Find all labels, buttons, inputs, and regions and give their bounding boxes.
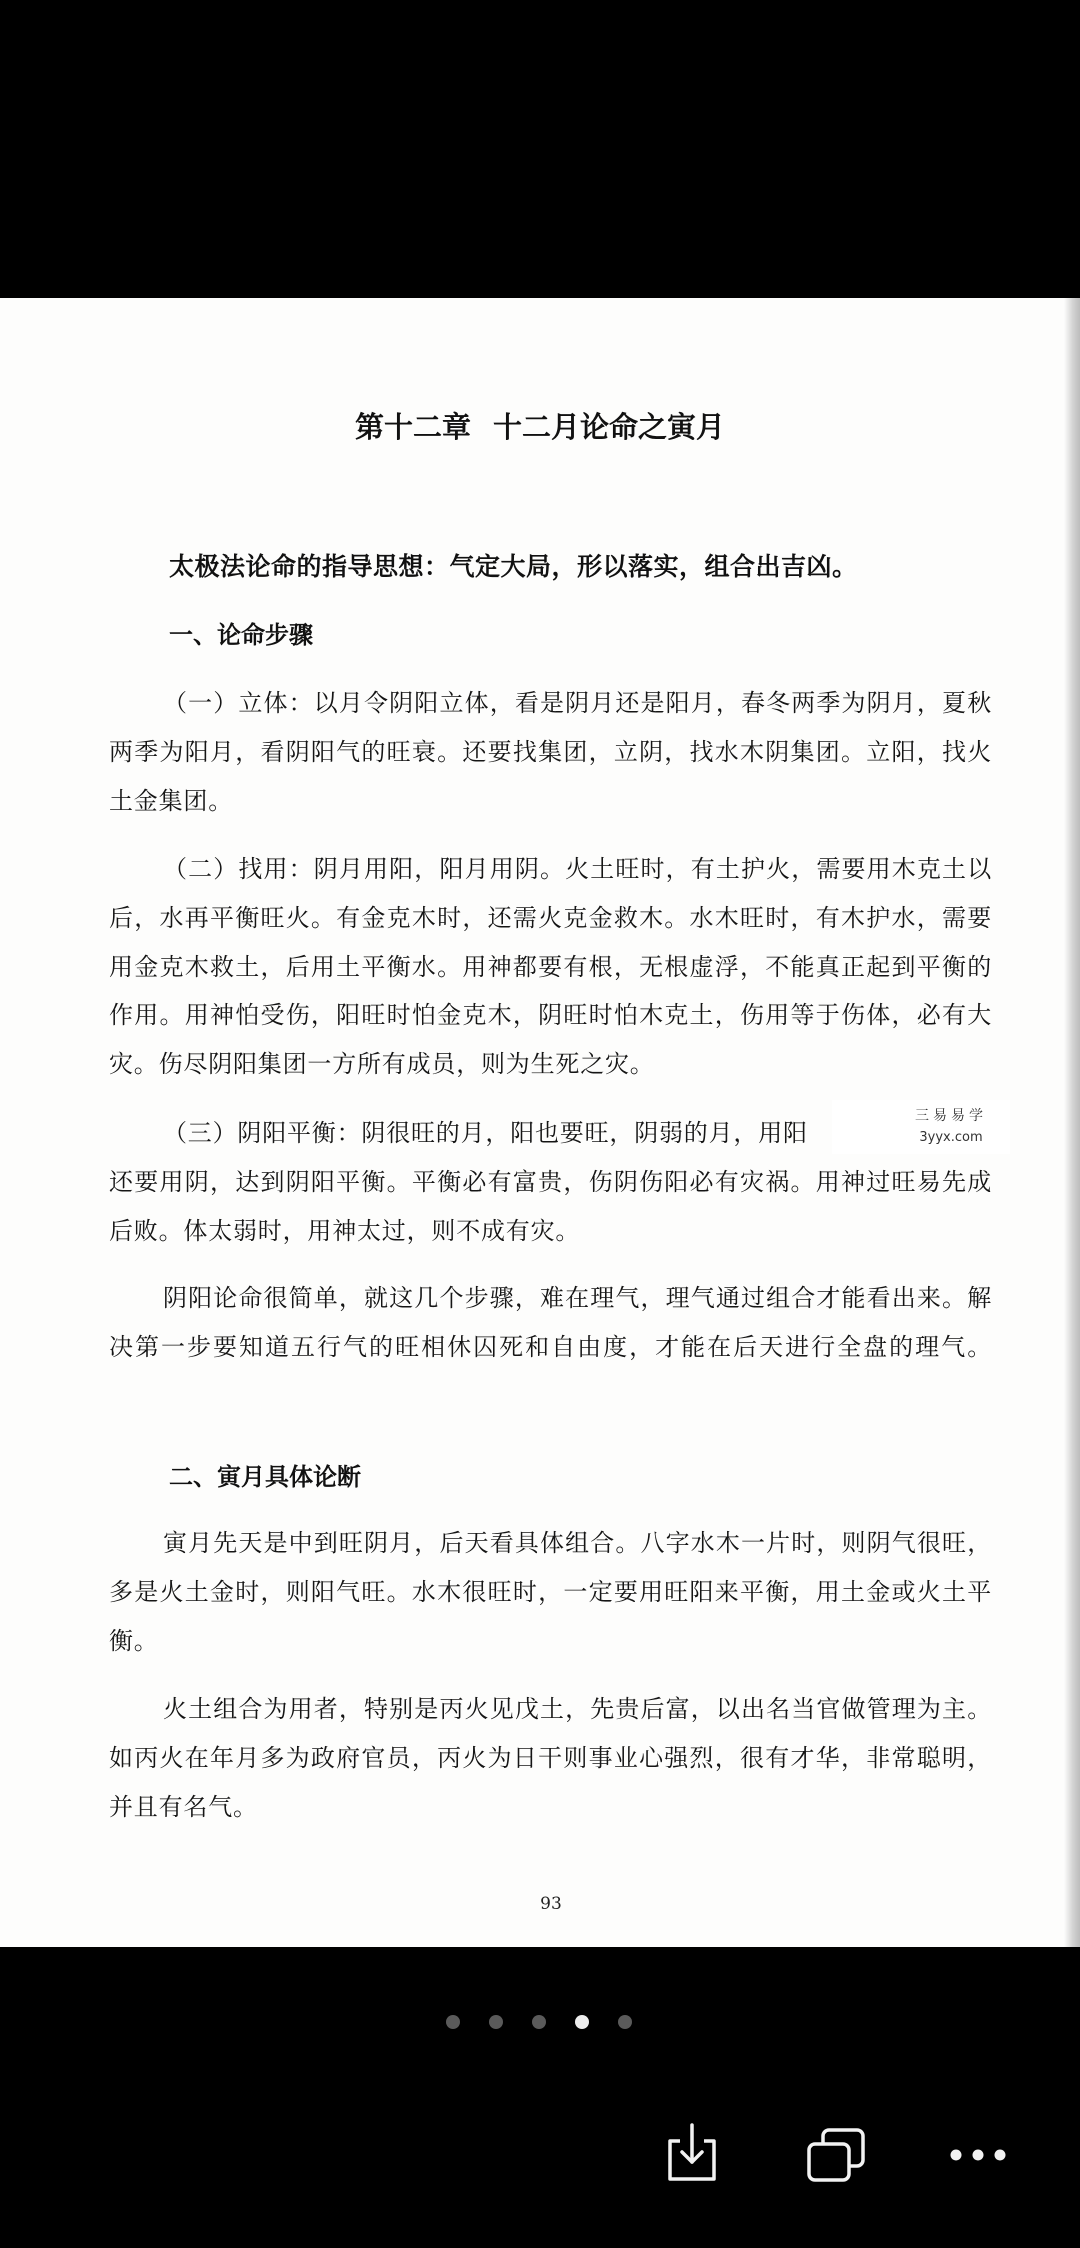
multi-window-button[interactable]: [806, 2127, 866, 2183]
text-line: 如丙火在年月多为政府官员，丙火为日干则事业心强烈，很有才华，非常聪明，: [109, 1743, 992, 1772]
text-line: 决第一步要知道五行气的旺相休囚死和自由度，才能在后天进行全盘的理气。: [109, 1332, 992, 1361]
text-line: （一）立体：以月令阴阳立体，看是阴月还是阳月，春冬两季为阴月，夏秋: [163, 689, 992, 717]
text-line: 衡。: [109, 1626, 159, 1655]
page-dot: [489, 2015, 503, 2029]
section-heading-2: 二、寅月具体论断: [169, 1463, 361, 1491]
page-indicator: [446, 2015, 632, 2029]
text-line: 后，水再平衡旺火。有金克木时，还需火克金救木。水木旺时，有木护水，需要: [109, 903, 992, 932]
text-line: 灾。伤尽阴阳集团一方所有成员，则为生死之灾。: [109, 1050, 655, 1079]
more-button[interactable]: [948, 2145, 1008, 2165]
paragraph-4: [109, 1274, 992, 1372]
text-line: 并且有名气。: [109, 1792, 258, 1821]
more-icon: [948, 2145, 1008, 2165]
watermark-name: 三易易学: [915, 1108, 987, 1124]
text-line: 作用。用神怕受伤，阳旺时怕金克木，阴旺时怕木克土，伤用等于伤体，必有大: [109, 1001, 992, 1030]
download-button[interactable]: [667, 2122, 717, 2182]
text-line: （二）找用：阴月用阳，阳月用阴。火土旺时，有土护火，需要用木克土以: [163, 855, 992, 883]
text-line: 寅月先天是中到旺阴月，后天看具体组合。八字水木一片时，则阴气很旺，: [163, 1529, 992, 1557]
page-dot-active: [575, 2015, 589, 2029]
text-line: 两季为阳月，看阴阳气的旺衰。还要找集团，立阴，找水木阴集团。立阳，找火: [109, 737, 992, 766]
paragraph-6: [109, 1685, 992, 1831]
page-dot: [532, 2015, 546, 2029]
bottom-black-area: [0, 1947, 1080, 2248]
watermark-site: 3yyx.com: [919, 1130, 983, 1145]
guideline-text: 太极法论命的指导思想：气定大局，形以落实，组合出吉凶。: [169, 552, 858, 581]
scan-edge-shadow: [1064, 298, 1080, 1947]
watermark: [832, 1100, 1010, 1154]
text-line: 土金集团。: [109, 786, 233, 815]
paragraph-1: [109, 679, 992, 825]
text-line: 后败。体太弱时，用神太过，则不成有灾。: [109, 1216, 581, 1245]
page-number: 93: [540, 1894, 562, 1914]
paragraph-2: [109, 845, 992, 1089]
text-line: 火土组合为用者，特别是丙火见戊土，先贵后富，以出名当官做管理为主。: [163, 1695, 992, 1723]
text-line: 还要用阴，达到阴阳平衡。平衡必有富贵，伤阴伤阳必有灾祸。用神过旺易先成: [109, 1167, 992, 1196]
top-black-area: [0, 0, 1080, 298]
text-line: 用金克木救土，后用土平衡水。用神都要有根，无根虚浮，不能真正起到平衡的: [109, 952, 992, 981]
book-page-image[interactable]: [0, 298, 1080, 1947]
text-line: 阴阳论命很简单，就这几个步骤，难在理气，理气通过组合才能看出来。解: [163, 1284, 992, 1312]
multi-window-icon: [806, 2127, 866, 2183]
paragraph-5: [109, 1519, 992, 1665]
text-line: 多是火土金时，则阳气旺。水木很旺时，一定要用旺阳来平衡，用土金或火土平: [109, 1577, 992, 1606]
page-dot: [446, 2015, 460, 2029]
text-line: （三）阴阳平衡：阴很旺的月，阳也要旺，阴弱的月，用阳: [163, 1119, 808, 1147]
page-dot: [618, 2015, 632, 2029]
section-heading-1: 一、论命步骤: [169, 621, 313, 649]
chapter-title: 第十二章 十二月论命之寅月: [354, 410, 726, 444]
download-icon: [667, 2122, 717, 2182]
